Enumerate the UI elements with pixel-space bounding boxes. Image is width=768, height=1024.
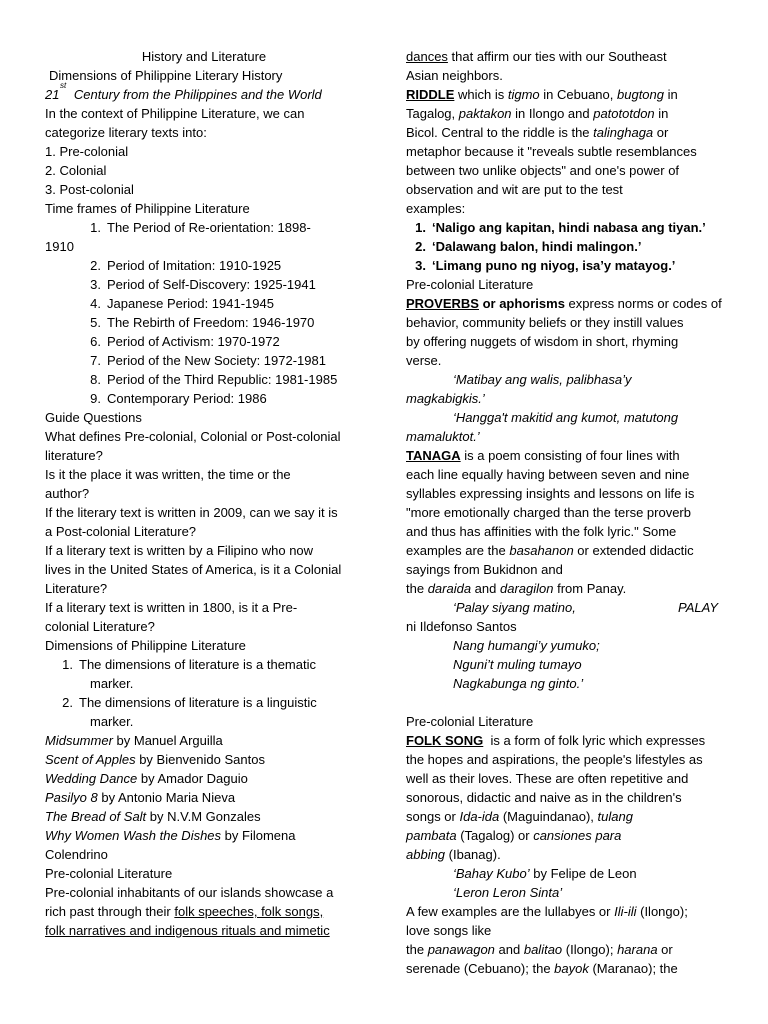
folksong-term: FOLK SONG	[406, 733, 484, 748]
poem-author: ni Ildefonso Santos	[406, 619, 517, 634]
text-line: behavior, community beliefs or they instill values	[406, 315, 684, 330]
work-item-cont: Colendrino	[45, 847, 108, 862]
period-item: 2. Period of Imitation: 1910-1925	[90, 258, 282, 273]
question-line: author?	[45, 486, 90, 501]
category-item: 1. Pre-colonial	[45, 144, 129, 159]
text-line: metaphor because it "reveals subtle resemblances	[406, 144, 697, 159]
work-item: The Bread of Salt by N.V.M Gonzales	[45, 809, 261, 824]
left-column	[45, 47, 363, 940]
text-line: A few examples are the lullabyes or Ili-ili (Ilongo);	[406, 904, 688, 919]
work-item: Scent of Apples by Bienvenido Santos	[45, 752, 265, 767]
proverb-example: ‘Hangga't makitid ang kumot, matutong	[453, 410, 679, 425]
work-item: Wedding Dance by Amador Daguio	[45, 771, 248, 786]
poem-line: ‘Palay siyang matino, PALAY	[453, 600, 718, 615]
question-line: colonial Literature?	[45, 619, 155, 634]
dims-heading: Dimensions of Philippine Literature	[45, 638, 246, 653]
text-line: dances that affirm our ties with our Southeast	[406, 49, 667, 64]
question-line: Is it the place it was written, the time or the	[45, 467, 291, 482]
category-item: 2. Colonial	[45, 163, 107, 178]
doc-title: History and Literature	[141, 49, 267, 64]
text-line: the daraida and daragilon from Panay.	[406, 581, 627, 596]
period-continuation: 1910	[45, 239, 74, 254]
timeframes-heading: Time frames of Philippine Literature	[45, 201, 250, 216]
text-line: observation and wit are put to the test	[406, 182, 623, 197]
dim-item-cont: marker.	[90, 714, 134, 729]
question-line: a Post-colonial Literature?	[45, 524, 197, 539]
text-line: examples are the basahanon or extended didactic	[406, 543, 694, 558]
right-column	[406, 47, 726, 978]
work-item: Midsummer by Manuel Arguilla	[45, 733, 223, 748]
riddle-term: RIDDLE	[406, 87, 455, 102]
text-line: and thus has affinities with the folk lyric." Some	[406, 524, 677, 539]
tanaga-term: TANAGA	[406, 448, 461, 463]
poem-line: Nagkabunga ng ginto.’	[453, 676, 584, 691]
riddle-example: 1. ‘Naligo ang kapitan, hindi nabasa ang tiyan.’	[415, 220, 706, 235]
proverb-example: ‘Matibay ang walis, palibhasa’y	[453, 372, 632, 387]
century-line	[45, 81, 363, 104]
dim-item-cont: marker.	[90, 676, 134, 691]
work-item: Pasilyo 8 by Antonio Maria Nieva	[45, 790, 236, 805]
proverb-example: mamaluktot.’	[406, 429, 480, 444]
doc-subtitle: Dimensions of Philippine Literary History	[49, 68, 283, 83]
proverbs-term: PROVERBS	[406, 296, 479, 311]
text-line: the panawagon and balitao (Ilongo); harana or	[406, 942, 673, 957]
text-line: Tagalog, paktakon in Ilongo and patototdon in	[406, 106, 669, 121]
period-item: 7. Period of the New Society: 1972-1981	[90, 353, 326, 368]
category-item: 3. Post-colonial	[45, 182, 134, 197]
guide-heading: Guide Questions	[45, 410, 142, 425]
dim-item: 2. The dimensions of literature is a linguistic	[62, 695, 317, 710]
text-line: serenade (Cebuano); the bayok (Maranao); the	[406, 961, 678, 976]
question-line: literature?	[45, 448, 103, 463]
text-line: verse.	[406, 353, 442, 368]
work-item: Why Women Wash the Dishes by Filomena	[45, 828, 296, 843]
folksong-line: FOLK SONG is a form of folk lyric which expresses	[406, 733, 706, 748]
period-item: 5. The Rebirth of Freedom: 1946-1970	[90, 315, 315, 330]
text-line: Asian neighbors.	[406, 68, 503, 83]
question-line: If a literary text is written by a Filipino who now	[45, 543, 314, 558]
question-line: Literature?	[45, 581, 108, 596]
poem-line: Nguni’t muling tumayo	[453, 657, 582, 672]
riddle-line: RIDDLE which is tigmo in Cebuano, bugtong in	[406, 87, 678, 102]
precolonial-text: rich past through their folk speeches, folk songs,	[45, 904, 324, 919]
question-line: If a literary text is written in 1800, is it a Pre-	[45, 600, 298, 615]
poem-line: Nang humangi’y yumuko;	[453, 638, 600, 653]
text-line: "more emotionally charged than the terse proverb	[406, 505, 691, 520]
precolonial-heading: Pre-colonial Literature	[406, 714, 534, 729]
text-line: songs or Ida-ida (Maguindanao), tulang	[406, 809, 633, 824]
text-line: sayings from Bukidnon and	[406, 562, 563, 577]
intro-line: In the context of Philippine Literature, we can	[45, 106, 305, 121]
text-line: pambata (Tagalog) or cansiones para	[406, 828, 622, 843]
question-line: lives in the United States of America, is it a Colonial	[45, 562, 342, 577]
poem-title: PALAY	[678, 600, 718, 615]
precolonial-text: folk narratives and indigenous rituals and mimetic	[45, 923, 330, 938]
text-line: each line equally having between seven and nine	[406, 467, 690, 482]
song-example: ‘Leron Leron Sinta’	[453, 885, 563, 900]
examples-label: examples:	[406, 201, 466, 216]
period-item: 9. Contemporary Period: 1986	[90, 391, 267, 406]
text-line: between two unlike objects" and one's power of	[406, 163, 680, 178]
text-line: Bicol. Central to the riddle is the talinghaga or	[406, 125, 669, 140]
tanaga-line: TANAGA is a poem consisting of four lines with	[406, 448, 680, 463]
dim-item: 1. The dimensions of literature is a thematic	[62, 657, 316, 672]
text-line: syllables expressing insights and lessons on life is	[406, 486, 695, 501]
superscript: st	[60, 81, 67, 90]
text-line: abbing (Ibanag).	[406, 847, 501, 862]
song-example: ‘Bahay Kubo’ by Felipe de Leon	[453, 866, 637, 881]
period-item: 1. The Period of Re-orientation: 1898-	[90, 220, 311, 235]
precolonial-heading: Pre-colonial Literature	[406, 277, 534, 292]
precolonial-heading: Pre-colonial Literature	[45, 866, 173, 881]
century-number: 21	[45, 87, 60, 102]
proverbs-line: PROVERBS or aphorisms express norms or codes of	[406, 296, 722, 311]
text-line: well as their loves. These are often repetitive and	[406, 771, 689, 786]
proverb-example: magkabigkis.’	[406, 391, 485, 406]
text-line: the hopes and aspirations, the people's lifestyles as	[406, 752, 703, 767]
intro-line: categorize literary texts into:	[45, 125, 207, 140]
text-line: by offering nuggets of wisdom in short, rhyming	[406, 334, 679, 349]
precolonial-text: Pre-colonial inhabitants of our islands showcase a	[45, 885, 334, 900]
period-item: 3. Period of Self-Discovery: 1925-1941	[90, 277, 316, 292]
period-item: 4. Japanese Period: 1941-1945	[90, 296, 274, 311]
period-item: 6. Period of Activism: 1970-1972	[90, 334, 280, 349]
century-text: Century from the Philippines and the World	[73, 87, 322, 102]
question-line: If the literary text is written in 2009, can we say it is	[45, 505, 338, 520]
riddle-example: 2. ‘Dalawang balon, hindi malingon.’	[415, 239, 642, 254]
text-line: love songs like	[406, 923, 492, 938]
text-line: sonorous, didactic and naive as in the children's	[406, 790, 682, 805]
spacer	[406, 693, 726, 712]
question-line: What defines Pre-colonial, Colonial or Post-colonial	[45, 429, 341, 444]
period-item: 8. Period of the Third Republic: 1981-1985	[90, 372, 338, 387]
riddle-example: 3. ‘Limang puno ng niyog, isa’y matayog.’	[415, 258, 676, 273]
